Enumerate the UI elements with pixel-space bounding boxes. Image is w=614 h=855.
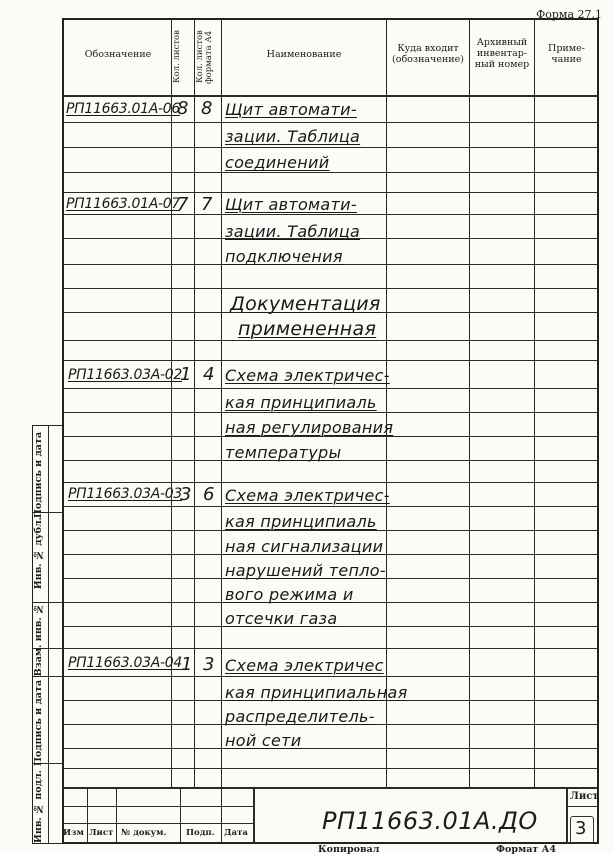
row-name-line: температуры bbox=[225, 443, 342, 462]
stamp-col bbox=[221, 787, 222, 844]
row-code: РП11663.03А-04 bbox=[68, 655, 183, 671]
col-line bbox=[386, 19, 387, 787]
header-arhivny: Архивный инвентар- ный номер bbox=[474, 37, 530, 70]
stamp-col bbox=[87, 787, 88, 844]
row-a4: 8 bbox=[201, 98, 213, 119]
row-name-line: Схема электричес- bbox=[225, 486, 390, 505]
header-kol-listov-a4: Кол. листов формата А4 bbox=[195, 30, 214, 84]
row-name-line: вого режима и bbox=[225, 585, 354, 604]
sheet-number-box bbox=[570, 816, 594, 844]
row-name-line: нарушений тепло- bbox=[225, 561, 386, 580]
table-rule bbox=[62, 412, 599, 413]
row-code: РП11663.01А-07 bbox=[66, 196, 181, 212]
section-title: примененная bbox=[238, 318, 377, 340]
row-code: РП11663.03А-03 bbox=[68, 486, 183, 502]
row-name-line: Схема электричес bbox=[225, 656, 384, 675]
row-name-line: кая принципиальная bbox=[225, 683, 408, 702]
sheet-number: 3 bbox=[575, 818, 587, 839]
header-line bbox=[62, 95, 599, 97]
row-name-line: зации. Таблица bbox=[225, 127, 361, 146]
side-label-vzam: Взам. инв. № bbox=[33, 603, 44, 677]
row-name-line: ной сети bbox=[225, 731, 302, 750]
section-title: Документация bbox=[230, 293, 381, 315]
col-line bbox=[171, 19, 172, 787]
stamp-izm: Изм bbox=[63, 828, 84, 838]
stamp-list: Лист bbox=[89, 828, 114, 838]
col-line bbox=[194, 19, 195, 787]
row-name-line: соединений bbox=[225, 153, 330, 172]
stamp-data: Дата bbox=[224, 828, 248, 838]
table-rule bbox=[62, 360, 599, 361]
stamp-col bbox=[116, 787, 117, 844]
stamp-list-label: Лист bbox=[570, 791, 599, 802]
table-rule bbox=[62, 748, 599, 749]
row-a4: 6 bbox=[203, 484, 215, 505]
table-rule bbox=[62, 676, 599, 677]
table-rule bbox=[62, 172, 599, 173]
table-rule bbox=[62, 768, 599, 769]
footer-format: Формат А4 bbox=[496, 844, 556, 855]
row-name-line: ная регулирования bbox=[225, 418, 394, 437]
header-kol-listov: Кол. листов bbox=[172, 30, 182, 84]
table-rule bbox=[62, 482, 599, 483]
stamp-col bbox=[180, 787, 181, 844]
side-split bbox=[48, 425, 49, 844]
header-primechanie: Приме- чание bbox=[548, 43, 585, 65]
row-name-line: кая принципиаль bbox=[225, 393, 377, 412]
table-rule bbox=[62, 340, 599, 341]
row-name-line: подключения bbox=[225, 247, 343, 266]
row-name-line: Щит автомати- bbox=[225, 195, 357, 214]
row-a4: 4 bbox=[203, 364, 215, 385]
row-name-line: отсечки газа bbox=[225, 609, 338, 628]
stamp-top-line bbox=[62, 787, 599, 789]
stamp-n-dokum: № докум. bbox=[121, 828, 167, 838]
stamp-col bbox=[253, 787, 255, 844]
side-label-inv-dubl: Инв. № дубл. bbox=[33, 517, 44, 590]
row-code: РП11663.03А-02 bbox=[68, 367, 183, 383]
row-sheets: 7 bbox=[177, 194, 189, 215]
form-label: Форма 27.1 bbox=[536, 8, 602, 21]
stamp-line bbox=[566, 806, 599, 807]
row-a4: 7 bbox=[201, 194, 213, 215]
header-naimenovanie: Наименование bbox=[266, 49, 342, 60]
row-name-line: Схема электричес- bbox=[225, 366, 390, 385]
side-label-podpis-2: Подпись и дата bbox=[33, 432, 44, 519]
row-sheets: 1 bbox=[180, 364, 192, 385]
row-name-line: распределитель- bbox=[225, 707, 375, 726]
document-designation: РП11663.01А.ДО bbox=[322, 807, 538, 835]
row-name-line: Щит автомати- bbox=[225, 100, 357, 119]
row-a4: 3 bbox=[203, 654, 215, 675]
row-sheets: 1 bbox=[181, 654, 193, 675]
header-kuda-vhodit: Куда входит (обозначение) bbox=[392, 43, 464, 65]
row-name-line: зации. Таблица bbox=[225, 222, 361, 241]
table-rule bbox=[62, 648, 599, 649]
table-rule bbox=[62, 147, 599, 148]
side-label-inv-podl: Инв. № подл. bbox=[33, 770, 44, 844]
row-name-line: ная сигнализации bbox=[225, 537, 384, 556]
table-rule bbox=[62, 288, 599, 289]
table-rule bbox=[62, 388, 599, 389]
stamp-line bbox=[62, 806, 253, 807]
stamp-podp: Подп. bbox=[186, 828, 215, 838]
header-oboznachenie: Обозначение bbox=[84, 49, 152, 60]
table-rule bbox=[62, 122, 599, 123]
table-rule bbox=[62, 506, 599, 507]
stamp-line bbox=[62, 823, 253, 824]
col-line bbox=[534, 19, 535, 787]
table-rule bbox=[62, 192, 599, 193]
col-line bbox=[221, 19, 222, 787]
side-label-podpis: Подпись и дата bbox=[33, 680, 44, 767]
row-sheets: 8 bbox=[177, 98, 189, 119]
row-code: РП11663.01А-06 bbox=[66, 101, 181, 117]
row-sheets: 3 bbox=[180, 484, 192, 505]
table-rule bbox=[62, 214, 599, 215]
col-line bbox=[469, 19, 470, 787]
footer-kopiroval: Копировал bbox=[318, 844, 380, 855]
stamp-col bbox=[566, 787, 568, 844]
row-name-line: кая принципиаль bbox=[225, 512, 377, 531]
